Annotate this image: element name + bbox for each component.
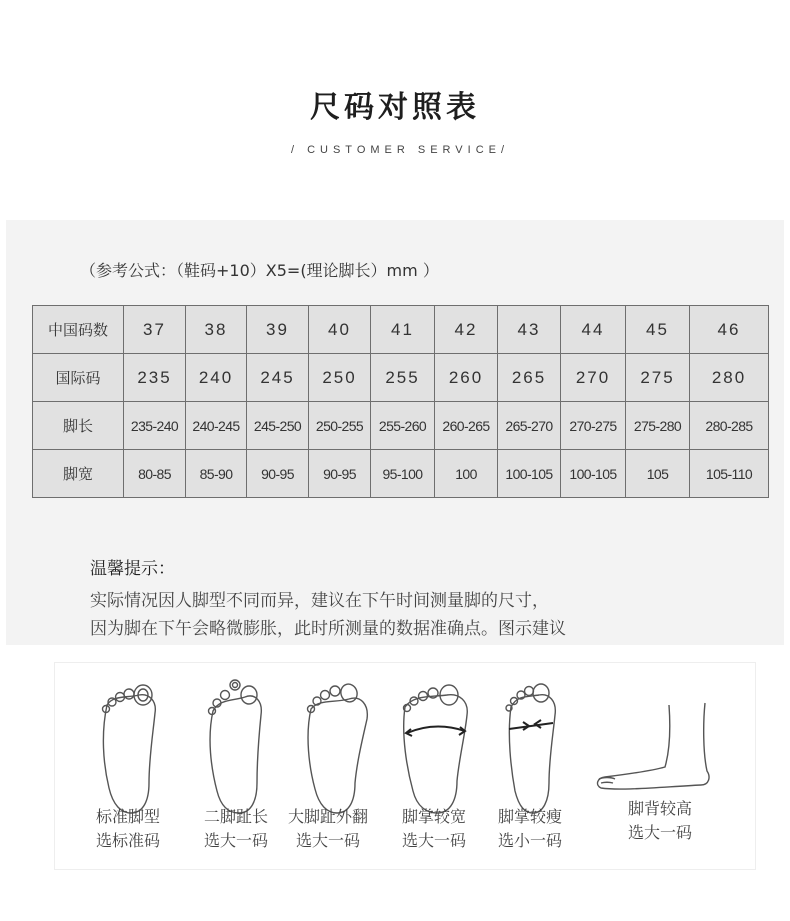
table-cell: 38: [186, 306, 247, 354]
table-cell: 80-85: [124, 450, 186, 498]
table-cell: 90-95: [309, 450, 371, 498]
table-cell: 255: [371, 354, 435, 402]
long-second-toe-icon: [191, 673, 281, 823]
table-cell: 275: [626, 354, 690, 402]
foot-type-label: 脚背较高 选大一码: [627, 799, 692, 842]
standard-foot-icon: [83, 673, 173, 823]
table-cell: 235: [124, 354, 186, 402]
table-cell: 240-245: [186, 402, 247, 450]
table-cell: 250-255: [309, 402, 371, 450]
table-cell: 245-250: [247, 402, 309, 450]
table-cell: 40: [309, 306, 371, 354]
table-cell: 250: [309, 354, 371, 402]
page-title: 尺码对照表: [310, 90, 480, 125]
narrow-foot-icon: [487, 673, 577, 823]
table-cell: 280: [690, 354, 769, 402]
table-row-foot-length: [33, 402, 769, 450]
size-formula: （参考公式：（鞋码+10）X5=(理论脚长）mm ）: [80, 261, 439, 280]
foot-type-label: 标准脚型 选标准码: [95, 807, 160, 850]
table-cell: 265-270: [498, 402, 561, 450]
tip-line: 因为脚在下午会略微膨胀，此时所测量的数据准确点。图示建议: [90, 619, 566, 639]
table-cell: 44: [561, 306, 626, 354]
bunion-foot-icon: [289, 673, 379, 823]
tip-line: 实际情况因人脚型不同而异，建议在下午时间测量脚的尺寸，: [90, 591, 549, 611]
size-table: [32, 305, 769, 498]
table-cell: 275-280: [626, 402, 690, 450]
table-cell: 270: [561, 354, 626, 402]
tips-title: 温馨提示：: [90, 559, 175, 579]
table-cell: 260-265: [435, 402, 498, 450]
table-cell: 105: [626, 450, 690, 498]
table-cell: 270-275: [561, 402, 626, 450]
table-cell: 255-260: [371, 402, 435, 450]
table-cell: 39: [247, 306, 309, 354]
foot-type-label: 脚掌较瘦 选小一码: [497, 807, 562, 850]
table-cell: 41: [371, 306, 435, 354]
table-cell: 245: [247, 354, 309, 402]
table-cell: 45: [626, 306, 690, 354]
table-cell: 280-285: [690, 402, 769, 450]
table-row-china-size: [33, 306, 769, 354]
table-cell: 90-95: [247, 450, 309, 498]
row-label: 脚宽: [33, 450, 124, 498]
table-cell: 240: [186, 354, 247, 402]
table-cell: 43: [498, 306, 561, 354]
foot-type-label: 大脚趾外翻 选大一码: [287, 807, 368, 850]
table-cell: 95-100: [371, 450, 435, 498]
foot-type-label: 二脚趾长 选大一码: [203, 807, 268, 850]
table-cell: 100: [435, 450, 498, 498]
table-cell: 85-90: [186, 450, 247, 498]
row-label: 国际码: [33, 354, 124, 402]
foot-type-guide: [54, 662, 756, 870]
row-label: 中国码数: [33, 306, 124, 354]
table-cell: 235-240: [124, 402, 186, 450]
table-cell: 105-110: [690, 450, 769, 498]
table-row-foot-width: [33, 450, 769, 498]
foot-type-label: 脚掌较宽 选大一码: [401, 807, 466, 850]
page-subtitle: / CUSTOMER SERVICE/: [290, 144, 510, 156]
wide-foot-icon: [389, 673, 479, 823]
row-label: 脚长: [33, 402, 124, 450]
table-row-international-size: [33, 354, 769, 402]
table-cell: 42: [435, 306, 498, 354]
table-cell: 100-105: [498, 450, 561, 498]
table-cell: 46: [690, 306, 769, 354]
table-cell: 37: [124, 306, 186, 354]
table-cell: 100-105: [561, 450, 626, 498]
table-cell: 260: [435, 354, 498, 402]
table-cell: 265: [498, 354, 561, 402]
